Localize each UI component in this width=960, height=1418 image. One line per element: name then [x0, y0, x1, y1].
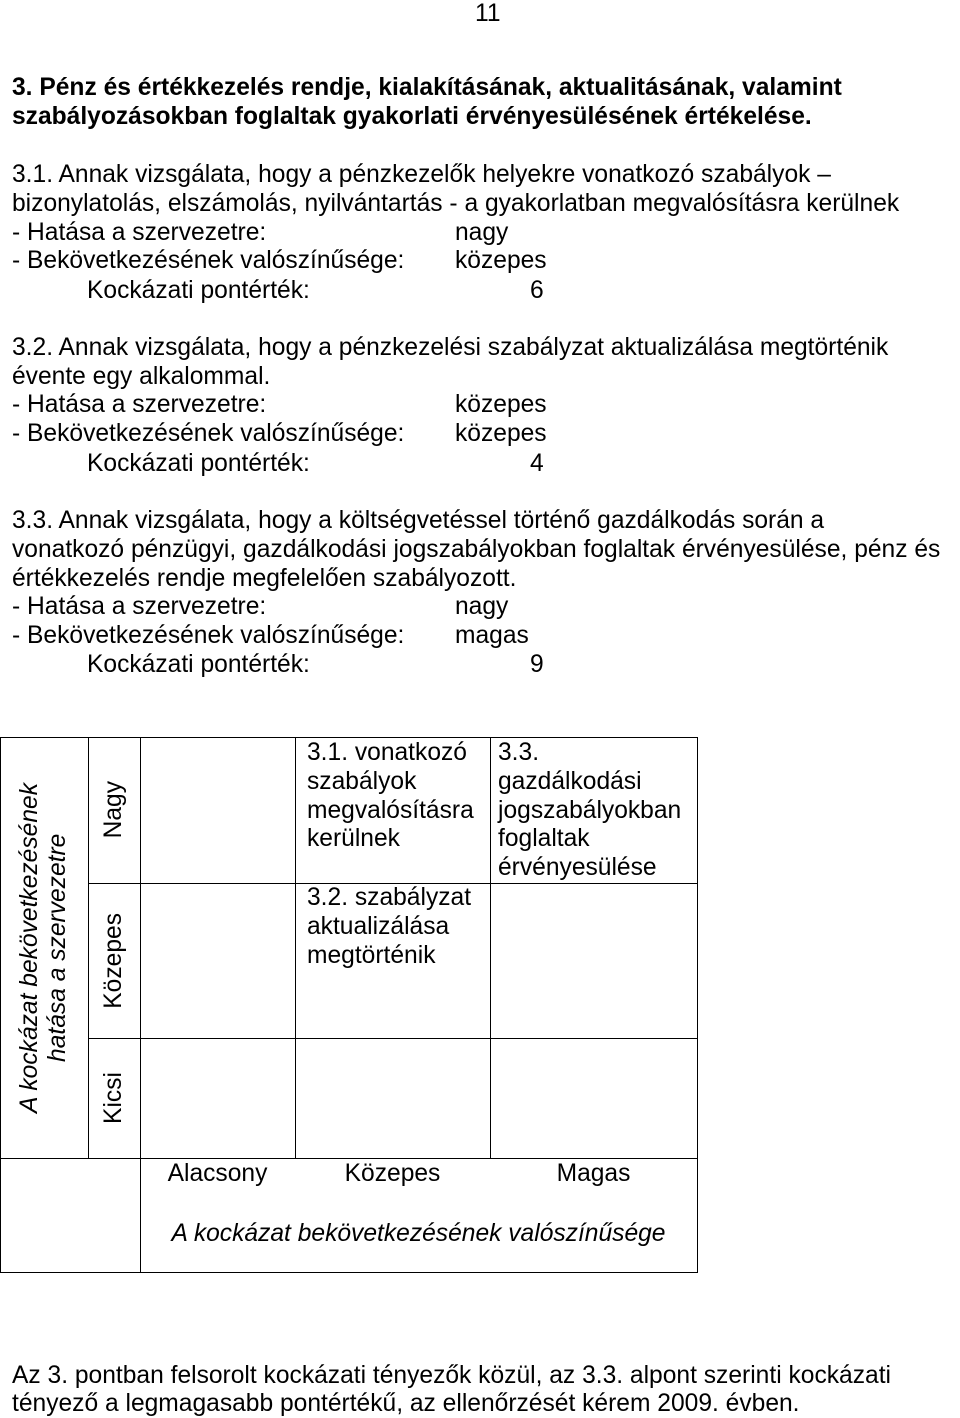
impact-label: - Hatása a szervezetre:: [12, 218, 267, 246]
likelihood-label: - Bekövetkezésének valószínűsége:: [12, 419, 405, 447]
y-axis-title: [0, 737, 88, 1158]
matrix-cell-line: érvényesülése: [498, 854, 657, 881]
row-label-text: Közepes: [100, 912, 127, 1009]
matrix-cell-line: szabályok: [307, 768, 417, 795]
risk-score-label: Kockázati pontérték:: [87, 650, 310, 678]
section-heading-line: 3. Pénz és értékkezelés rendje, kialakításának, aktualitásának, valamint: [12, 73, 842, 101]
impact-label: - Hatása a szervezetre:: [12, 390, 267, 418]
risk-score-label: Kockázati pontérték:: [87, 449, 310, 477]
risk-score-label: Kockázati pontérték:: [87, 276, 310, 304]
risk-score-value: 6: [530, 276, 544, 304]
risk-item-text-line: 3.1. Annak vizsgálata, hogy a pénzkezelők helyekre vonatkozó szabályok –: [12, 160, 831, 188]
column-label-kozepes: Közepes: [344, 1160, 441, 1187]
impact-label: - Hatása a szervezetre:: [12, 592, 267, 620]
y-axis-title-line: hatása a szervezetre: [44, 833, 71, 1062]
matrix-cell-line: 3.2. szabályzat: [307, 884, 472, 911]
row-label-nagy: [88, 737, 140, 883]
likelihood-value: közepes: [455, 419, 547, 447]
matrix-cell-line: megvalósításra: [307, 797, 474, 824]
likelihood-value: magas: [455, 621, 529, 649]
table-border: [0, 1272, 698, 1273]
row-label-kozepes: [88, 883, 140, 1038]
page-number: 11: [475, 0, 501, 27]
table-border: [295, 737, 296, 1158]
risk-score-value: 4: [530, 449, 544, 477]
matrix-cell-line: 3.1. vonatkozó: [307, 739, 467, 766]
likelihood-label: - Bekövetkezésének valószínűsége:: [12, 246, 405, 274]
matrix-cell-line: aktualizálása: [307, 913, 450, 940]
row-label-text: Nagy: [100, 781, 127, 839]
likelihood-value: közepes: [455, 246, 547, 274]
matrix-cell-line: kerülnek: [307, 825, 400, 852]
risk-item-text-line: 3.3. Annak vizsgálata, hogy a költségvetéssel történő gazdálkodás során a: [12, 506, 825, 534]
risk-item-text-line: értékkezelés rendje megfelelően szabályozott.: [12, 564, 517, 592]
row-label-kicsi: [88, 1038, 140, 1158]
risk-item-text-line: évente egy alkalommal.: [12, 362, 271, 390]
impact-value: nagy: [455, 218, 509, 246]
table-border: [88, 1038, 698, 1039]
risk-item-text-line: bizonylatolás, elszámolás, nyilvántartás - a gyakorlatban megvalósításra kerülnek: [12, 189, 900, 217]
row-label-text: Kicsi: [100, 1072, 127, 1124]
conclusion-line: tényező a legmagasabb pontértékű, az ellenőrzését kérem 2009. évben.: [12, 1389, 800, 1417]
column-label-magas: Magas: [556, 1160, 631, 1187]
matrix-cell-line: foglaltak: [498, 825, 590, 852]
risk-score-value: 9: [530, 650, 544, 678]
risk-item-text-line: vonatkozó pénzügyi, gazdálkodási jogszabályokban foglaltak érvényesülése, pénz és: [12, 535, 941, 563]
risk-item-text-line: 3.2. Annak vizsgálata, hogy a pénzkezelési szabályzat aktualizálása megtörténik: [12, 333, 889, 361]
x-axis-title: A kockázat bekövetkezésének valószínűsége: [171, 1219, 666, 1247]
table-border: [697, 737, 698, 1273]
section-heading-line: szabályozásokban foglaltak gyakorlati érvényesülésének értékelése.: [12, 102, 812, 130]
likelihood-label: - Bekövetkezésének valószínűsége:: [12, 621, 405, 649]
impact-value: nagy: [455, 592, 509, 620]
table-border: [140, 737, 141, 1273]
column-label-alacsony: Alacsony: [167, 1160, 268, 1187]
matrix-cell-line: megtörténik: [307, 942, 436, 969]
y-axis-title-line: A kockázat bekövetkezésének: [16, 782, 43, 1113]
matrix-cell-line: gazdálkodási: [498, 768, 642, 795]
matrix-cell-line: 3.3.: [498, 739, 540, 766]
matrix-cell-line: jogszabályokban: [498, 797, 682, 824]
table-border: [490, 737, 491, 1158]
conclusion-line: Az 3. pontban felsorolt kockázati tényezők közül, az 3.3. alpont szerinti kockázati: [12, 1361, 892, 1389]
impact-value: közepes: [455, 390, 547, 418]
